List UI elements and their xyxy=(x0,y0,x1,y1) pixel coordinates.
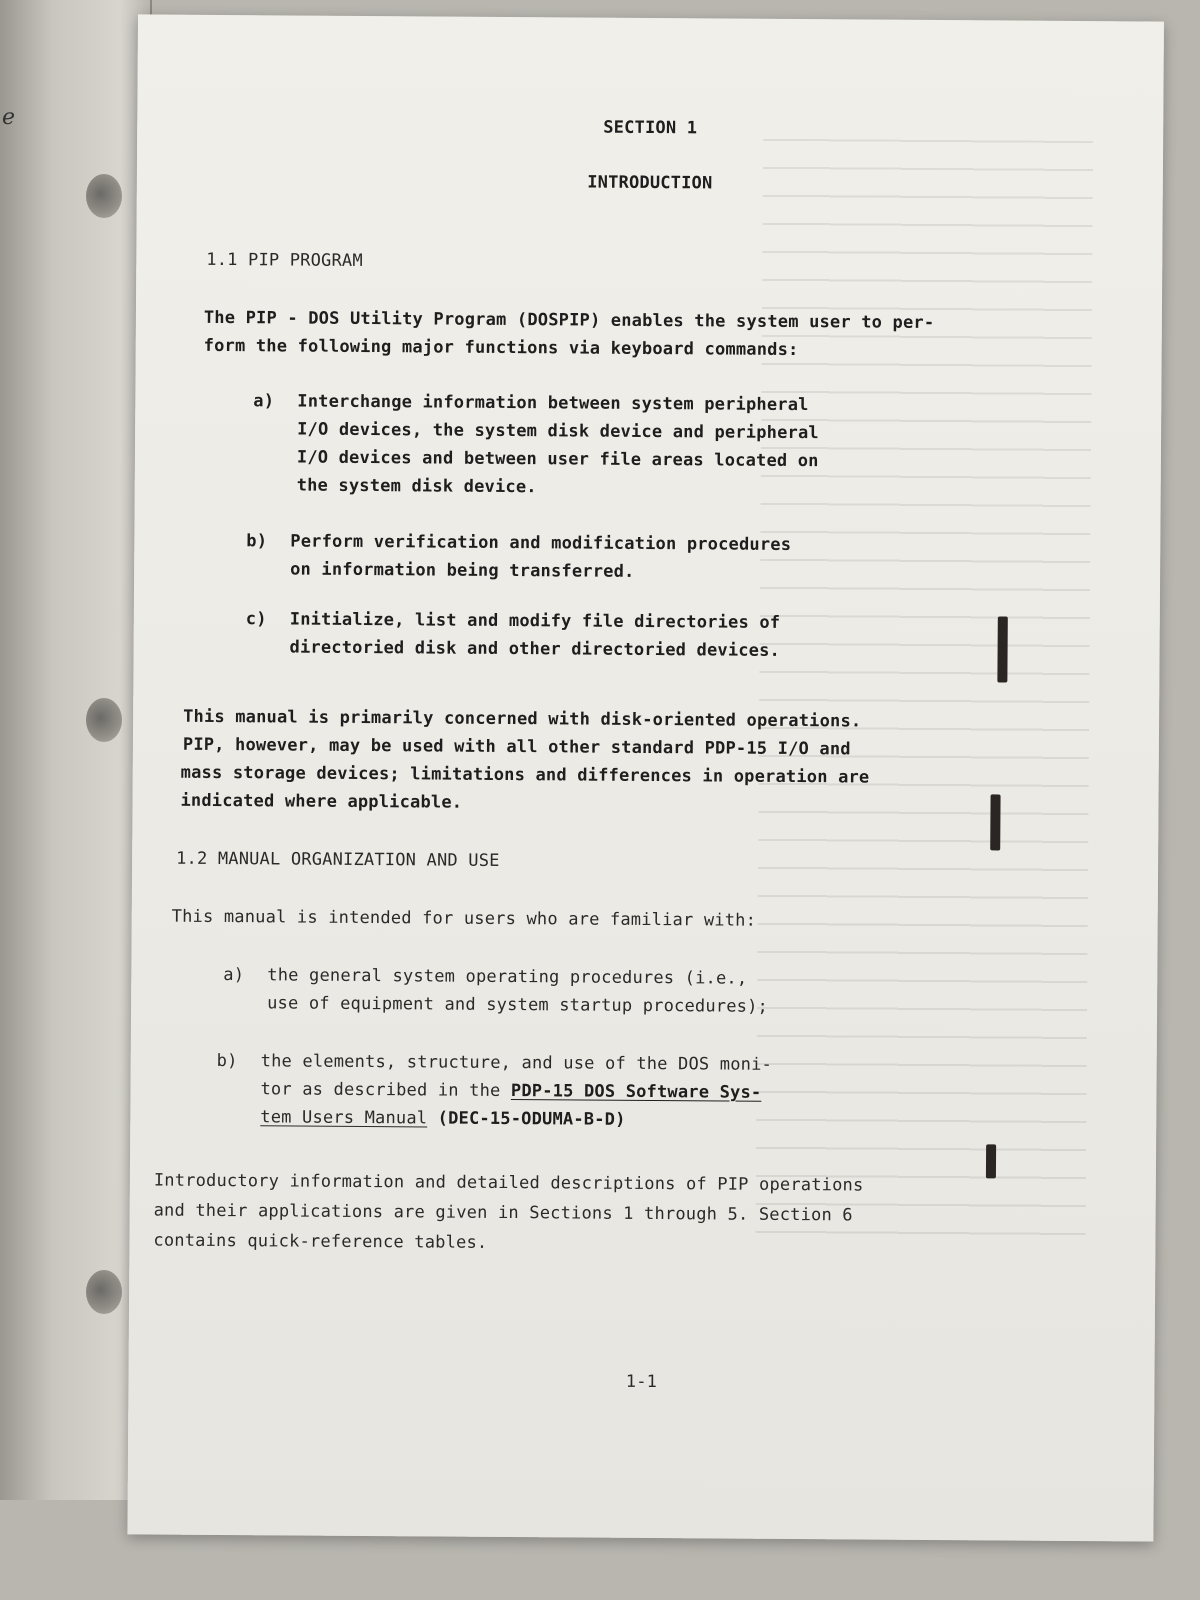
list-line xyxy=(260,1107,625,1130)
list-marker: c) xyxy=(245,609,267,630)
list-line: the general system operating procedures (i.e., xyxy=(267,965,748,989)
list-line: the elements, structure, and use of the DOS moni- xyxy=(260,1051,773,1075)
body-line: This manual is primarily concerned with disk-oriented operations. xyxy=(183,706,862,732)
change-bar xyxy=(986,1144,996,1178)
list-line: I/O devices and between user file areas located on xyxy=(296,447,819,472)
list-line: use of equipment and system startup procedures); xyxy=(267,993,769,1017)
body-line: contains quick-reference tables. xyxy=(153,1230,488,1253)
list-line: on information being transferred. xyxy=(290,559,635,582)
body-line: mass storage devices; limitations and differences in operation are xyxy=(180,762,870,788)
bleed-through xyxy=(755,139,1093,1241)
list-line: I/O devices, the system disk device and peripheral xyxy=(297,419,819,444)
list-line xyxy=(260,1079,761,1102)
binder-hole xyxy=(86,1270,122,1314)
list-marker: a) xyxy=(223,965,245,986)
list-line: Initialize, list and modify file directories of xyxy=(289,609,781,633)
list-line: Interchange information between system peripheral xyxy=(297,391,809,416)
intro-line: The PIP - DOS Utility Program (DOSPIP) enables the system user to per- xyxy=(203,307,935,333)
list-line: Perform verification and modification procedures xyxy=(290,531,792,555)
body-line: indicated where applicable. xyxy=(180,790,463,813)
section-heading: SECTION 1 xyxy=(603,117,698,139)
page-number: 1-1 xyxy=(625,1371,658,1393)
manual-title: tem Users Manual xyxy=(260,1107,428,1129)
list-marker: b) xyxy=(216,1050,238,1072)
heading-1-2: 1.2 MANUAL ORGANIZATION AND USE xyxy=(176,848,500,871)
binder-hole xyxy=(86,698,122,742)
intro-line: form the following major functions via keyboard commands: xyxy=(203,335,799,361)
manual-code: (DEC-15-ODUMA-B-D) xyxy=(427,1108,626,1130)
change-bar xyxy=(990,794,1000,850)
manual-title: PDP-15 DOS Software Sys- xyxy=(510,1081,762,1103)
list-line: the system disk device. xyxy=(296,475,537,498)
body-line: Introductory information and detailed descriptions of PIP operations xyxy=(153,1170,864,1196)
list-marker: b) xyxy=(246,531,268,552)
list-line: directoried disk and other directoried devices. xyxy=(289,637,781,661)
facing-page-fragment: e xyxy=(2,105,16,130)
document-page xyxy=(127,14,1164,1541)
list-text: tor as described in the xyxy=(260,1079,512,1102)
body-line: and their applications are given in Sections 1 through 5. Section 6 xyxy=(153,1200,853,1226)
heading-1-1: 1.1 PIP PROGRAM xyxy=(206,249,363,271)
list-marker: a) xyxy=(253,391,275,412)
body-line: PIP, however, may be used with all other standard PDP-15 I/O and xyxy=(182,734,851,760)
binder-hole xyxy=(86,174,122,218)
section-title: INTRODUCTION xyxy=(587,172,713,194)
change-bar xyxy=(997,616,1007,682)
body-line: This manual is intended for users who are familiar with: xyxy=(171,906,757,931)
